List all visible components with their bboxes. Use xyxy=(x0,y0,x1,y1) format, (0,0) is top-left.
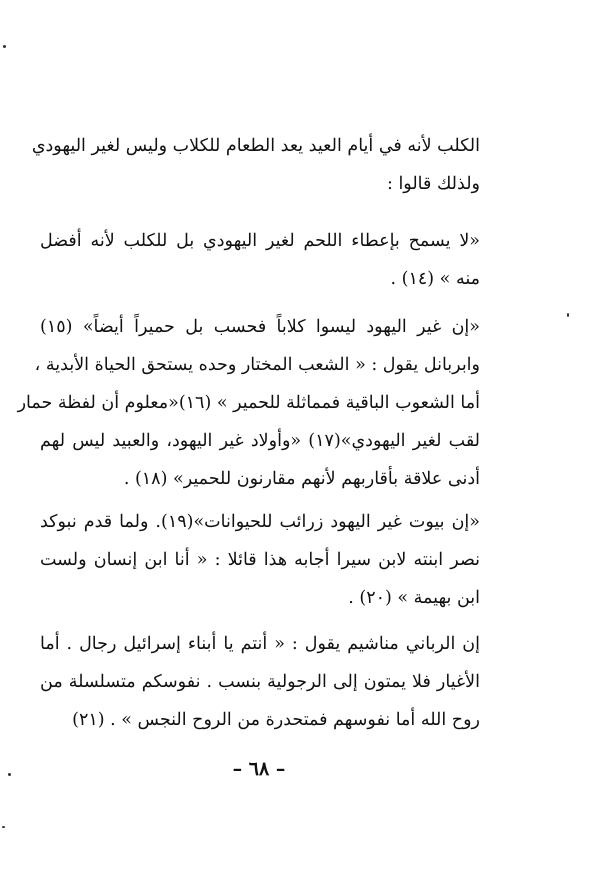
paragraph-line: أما الشعوب الباقية فمماثلة للحمير » (١٦)«معلوم أن لفظة حمار xyxy=(17,393,480,413)
page-number: – ٦٨ – xyxy=(232,758,286,780)
scan-speck xyxy=(2,826,5,828)
paragraph-line: «إن غير اليهود ليسوا كلاباً فحسب بل حميراً أيضاً» (١٥) xyxy=(40,317,480,337)
paragraph-line: «إن بيوت غير اليهود زرائب للحيوانات»(١٩). ولما قدم نبوكد xyxy=(40,512,481,532)
scan-speck xyxy=(8,773,11,776)
scan-speck xyxy=(567,313,569,317)
paragraph-line: الأغيار فلا يمتون إلى الرجولية بنسب . نفوسكم متسلسلة من xyxy=(40,672,480,692)
paragraph-line: وابربانل يقول : « الشعب المختار وحده يستحق الحياة الأبدية ، xyxy=(34,355,480,375)
paragraph-line: ابن بهيمة » (٢٠) . xyxy=(348,588,480,608)
paragraph-4 xyxy=(40,503,480,617)
paragraph-5 xyxy=(40,625,480,739)
paragraph-3 xyxy=(17,308,480,498)
paragraph-line: إن الرباني مناشيم يقول : « أنتم يا أبناء إسرائيل رجال . أما xyxy=(40,634,480,654)
paragraph-2 xyxy=(40,222,480,298)
paragraph-1 xyxy=(31,127,480,203)
paragraph-line: لقب لغير اليهودي»(١٧) «وأولاد غير اليهود، والعبيد ليس لهم xyxy=(40,431,480,451)
paragraph-line: روح الله أما نفوسهم فمتحدرة من الروح النجس » . (٢١) xyxy=(72,710,480,730)
paragraph-line: نصر ابنته لابن سيرا أجابه هذا قائلا : « أنا ابن إنسان ولست xyxy=(40,550,480,570)
scan-speck xyxy=(3,45,6,48)
paragraph-line: أدنى علاقة بأقاربهم لأنهم مقارنون للحمير» (١٨) . xyxy=(123,469,480,489)
paragraph-line: «لا يسمح بإعطاء اللحم لغير اليهودي بل للكلب لأنه أفضل xyxy=(40,231,480,251)
paragraph-line: منه » (١٤) . xyxy=(390,269,480,289)
paragraph-line: ولذلك قالوا : xyxy=(386,174,480,194)
paragraph-line: الكلب لأنه في أيام العيد يعد الطعام للكلاب وليس لغير اليهودي xyxy=(31,136,480,156)
